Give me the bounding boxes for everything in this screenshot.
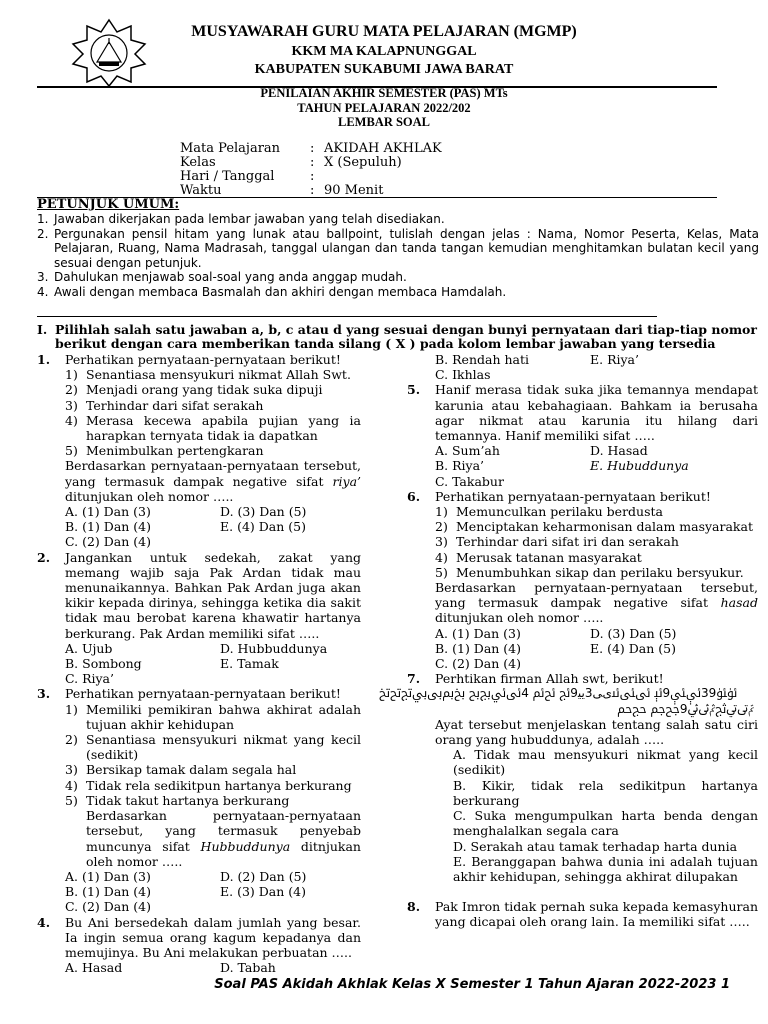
options-q3 — [65, 869, 361, 915]
question-4-continued — [407, 352, 758, 382]
question-5: 5. Hanif merasa tidak suka jika temannya mendapat karunia atau kebahagiaan. Bahkam ia berusaha agar nikmat atau karunia itu hilang dari temannya. Hanif memiliki sifat ….. A. Sum’ah D. Hasad B. Riya’ E. Hubuddunya C. Takabur — [407, 382, 758, 489]
option: D. Hubbuddunya — [220, 640, 328, 656]
option: A. Tidak mau mensyukuri nikmat yang kecil (sedikit) — [453, 747, 758, 778]
info-row: Mata Pelajaran : AKIDAH AKHLAK — [180, 141, 442, 156]
options-q4 — [65, 960, 361, 975]
page-footer: Soal PAS Akidah Akhlak Kelas X Semester 1 Tahun Ajaran 2022-2023 1 — [214, 977, 730, 992]
option: A. (1) Dan (3) — [65, 868, 151, 884]
option: A. (1) Dan (3) — [65, 504, 151, 520]
option: D. Serakah atau tamak terhadap harta dunia — [453, 838, 738, 854]
petunjuk-rule — [37, 316, 657, 317]
option: B. (1) Dan (4) — [65, 884, 152, 900]
info-row: Hari / Tanggal : — [180, 169, 315, 184]
option: E. Riya’ — [590, 352, 639, 367]
option: D. Hasad — [590, 443, 648, 459]
option: B. Sombong — [65, 656, 142, 672]
quran-verse-line-2: ﰎﰏﰐﰑﰒﰓﰔ9ﰕﰖ ﰗﰘ — [617, 701, 754, 716]
year-title: TAHUN PELAJARAN 2022/202 — [297, 101, 471, 115]
option: E. Tamak — [220, 656, 279, 672]
option: B. Rendah hati — [435, 352, 529, 367]
info-row: Kelas : X (Sepuluh) — [180, 155, 402, 170]
option: A. Sum’ah — [435, 443, 500, 459]
exam-info-table — [180, 142, 442, 198]
kabupaten-title: KABUPATEN SUKABUMI JAWA BARAT — [254, 62, 514, 77]
option: C. (2) Dan (4) — [435, 656, 521, 672]
option: B. Kikir, tidak rela sedikitpun hartanya berkurang — [453, 777, 758, 808]
option: D. Tabah — [220, 960, 276, 976]
petunjuk-item: 3. Dahulukan menjawab soal-soal yang anda anggap mudah. — [37, 270, 407, 284]
options-q2 — [65, 641, 361, 687]
option: E. (4) Dan (5) — [590, 640, 676, 656]
petunjuk-list — [37, 212, 759, 299]
option: C. (2) Dan (4) — [65, 899, 151, 915]
option: B. (1) Dan (4) — [435, 640, 522, 656]
question-2: 2. Jangankan untuk sedekah, zakat yang memang wajib saja Pak Ardan tidak mau menunaikannya. Bahkan Pak Ardan juga akan kikir kepada dirinya, sehingga ketika dia sakit tidak mau berobat karena khawatir hartanya berkurang. Pak Ardan memiliki sifat ….. A. Ujub D. Hubbuddunya B. Sombong E. Tamak C. Riya’ — [37, 549, 361, 687]
options-q1 — [65, 504, 361, 550]
petunjuk-item: 4. Awali dengan membaca Basmalah dan akhiri dengan membaca Hamdalah. — [37, 284, 507, 299]
quran-verse-line-1: ﯴﯵ39ﯶﯷ9ﯸ ﯹﯺﯻﯼﯽ3ﯾﯿ9ﰀ ﰁﰂ 4ﰃﰄﰅﰆ ﰇﰈﰉﰊﰋﰌﰍ — [379, 686, 738, 701]
mgmp-title: MUSYAWARAH GURU MATA PELAJARAN (MGMP) — [191, 23, 577, 40]
option: E. Hubuddunya — [590, 458, 689, 474]
option: C. (2) Dan (4) — [65, 534, 151, 550]
question-4: 4. Bu Ani bersedekah dalam jumlah yang besar. Ia ingin semua orang kagum kepadanya dan memujinya. Bu Ani melakukan perbuatan ….. A. Hasad D. Tabah — [37, 914, 361, 976]
info-row: Waktu : 90 Menit — [180, 183, 384, 198]
option: A. Ujub — [65, 640, 113, 656]
option: D. (3) Dan (5) — [590, 625, 677, 641]
option: D. (2) Dan (5) — [220, 868, 307, 884]
right-column — [379, 352, 758, 930]
sheet-title: LEMBAR SOAL — [337, 115, 431, 129]
petunjuk-title: PETUNJUK UMUM: — [37, 197, 180, 212]
option: B. Riya’ — [435, 458, 485, 474]
left-column — [37, 352, 361, 975]
option: C. Ikhlas — [435, 367, 491, 383]
option: E. Beranggapan bahwa dunia ini adalah tujuan akhir kehidupan, sehingga akhirat dilupakan — [453, 853, 758, 884]
option: A. Hasad — [65, 960, 123, 976]
option: C. Takabur — [435, 473, 504, 489]
petunjuk-item: 1. Jawaban dikerjakan pada lembar jawaban yang telah disediakan. — [37, 212, 445, 226]
section-instruction: I. Pilihlah salah satu jawaban a, b, c atau d yang sesuai dengan bunyi pernyataan dari tiap-tiap nomor berikut dengan cara memberikan tanda silang ( X ) pada kolom lembar jawaban yang tersedia — [37, 322, 757, 351]
question-7-body: Ayat tersebut menjelaskan tentang salah satu ciri orang yang hubuddunya, adalah ….. A. Tidak mau mensyukuri nikmat yang kecil (sedikit) B. Kikir, tidak rela sedikitpun hartanya berkurang C. Suka mengumpulkan harta benda dengan menghalalkan segala cara D. Serakah atau tamak terhadap harta dunia E. Beranggapan bahwa dunia ini adalah tujuan akhir kehidupan, sehingga akhirat dilupakan — [435, 716, 758, 884]
question-6: 6. Perhatikan pernyataan-pernyataan berikut! 1) Memunculkan perilaku berdusta 2) Menciptakan keharmonisan dalam masyarakat 3) Terhindar dari sifat iri dan serakah 4) Merusak tatanan masyarakat 5) Menumbuhkan sikap dan perilaku bersyukur. Berdasarkan pernyataan-pernyataan tersebut, yang termasuk dampak negative sifat hasad ditunjukan oleh nomor ….. A. (1) Dan (3) D. (3) Dan (5) B. (1) Dan (4) E. (4) Dan (5) C. (2) Dan (4) — [407, 488, 758, 672]
question-3: 3. Perhatikan pernyataan-pernyataan berikut! 1) Memiliki pemikiran bahwa akhirat adalah tujuan akhir kehidupan 2) Senantiasa mensyukuri nikmat yang kecil (sedikit) 3) Bersikap tamak dalam segala hal 4) Tidak rela sedikitpun hartanya berkurang 5) Tidak takut hartanya berkurang Berdasarkan pernyataan-pernyataan tersebut, yang termasuk penyebab muncunya sifat Hubbuddunya ditnjukan oleh nomor ….. A. (1) Dan (3) D. (2) Dan (5) B. (1) Dan (4) E. (3) Dan (4) C. (2) Dan (4) — [37, 686, 361, 915]
kkm-title: KKM MA KALAPNUNGGAL — [291, 44, 477, 59]
option: A. (1) Dan (3) — [435, 625, 521, 641]
option: E. (3) Dan (4) — [220, 884, 306, 900]
option: C. Suka mengumpulkan harta benda dengan menghalalkan segala cara — [453, 808, 758, 839]
option: E. (4) Dan (5) — [220, 519, 306, 535]
petunjuk-item: 2. Pergunakan pensil hitam yang lunak atau ballpoint, tulislah dengan jelas : Nama, Nomor Peserta, Kelas, Mata Pelajaran, Ruang, Nama Madrasah, tanggal ulangan dan tanda tangan kemudian menghitamkan bulatan kecil yang sesuai dengan petunjuk. — [37, 226, 759, 270]
question-8: 8. Pak Imron tidak pernah suka kepada kemasyhuran yang dicapai oleh orang lain. Ia memiliki sifat ….. — [407, 899, 758, 930]
option: B. (1) Dan (4) — [65, 519, 152, 535]
question-7: 7. Perhtikan firman Allah swt, berikut! — [407, 671, 664, 687]
option: D. (3) Dan (5) — [220, 504, 307, 520]
option: C. Riya’ — [65, 671, 114, 687]
exam-title: PENILAIAN AKHIR SEMESTER (PAS) MTs — [260, 86, 508, 100]
question-1: 1. Perhatikan pernyataan-pernyataan berikut! 1) Senantiasa mensyukuri nikmat Allah Swt. 2) Menjadi orang yang tidak suka dipuji 3) Terhindar dari sifat serakah 4) Merasa kecewa apabila pujian yang ia harapkan ternyata tidak ia dapatkan 5) Menimbulkan pertengkaran Berdasarkan pernyataan-pernyataan tersebut, yang termasuk dampak negative sifat riya’ ditunjukan oleh nomor ….. A. (1) Dan (3) D. (3) Dan (5) B. (1) Dan (4) E. (4) Dan (5) C. (2) Dan (4) — [37, 352, 361, 550]
